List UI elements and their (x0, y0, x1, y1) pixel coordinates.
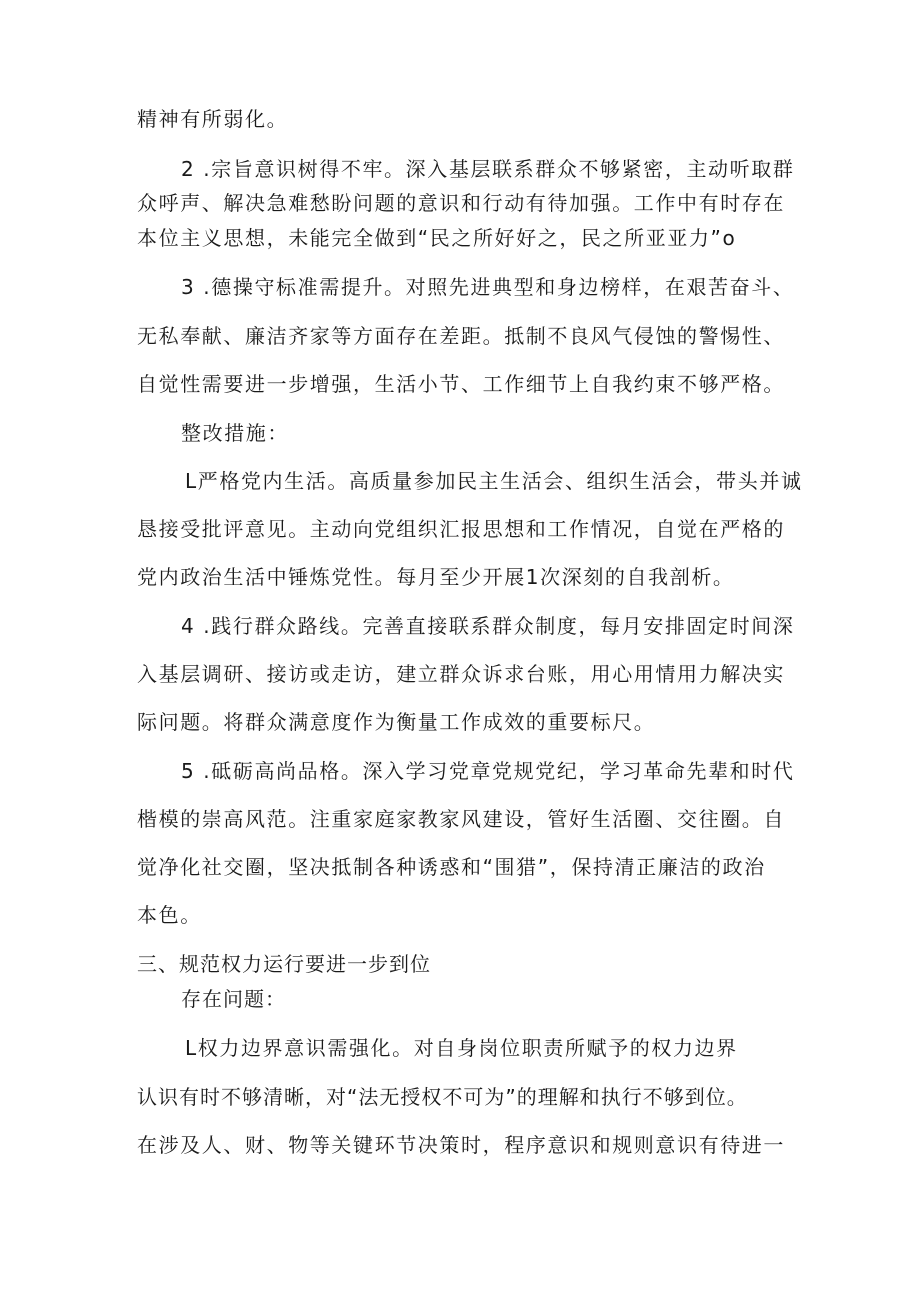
paragraph-line: 5 .砥砺高尚品格。深入学习党章党规党纪，学习革命先辈和时代 (181, 759, 795, 783)
paragraph-line: 众呼声、解决急难愁盼问题的意识和行动有待加强。工作中有时存在 (137, 191, 785, 215)
paragraph-line: 2 .宗旨意识树得不牢。深入基层联系群众不够紧密，主动听取群 (181, 157, 795, 181)
paragraph-line: L权力边界意识需强化。对自身岗位职责所赋予的权力边界 (185, 1036, 738, 1060)
paragraph-line: 觉净化社交圈，坚决抵制各种诱惑和“围猎”，保持清正廉洁的政治 (137, 855, 766, 879)
section-heading: 整改措施： (181, 421, 289, 445)
paragraph-line: 本色。 (137, 903, 202, 927)
paragraph-line: 认识有时不够清晰，对“法无授权不可为”的理解和执行不够到位。 (137, 1085, 748, 1109)
section-heading: 三、规范权力运行要进一步到位 (137, 952, 431, 976)
subsection-heading: 存在问题： (181, 987, 286, 1011)
paragraph-line: 无私奉献、廉洁齐家等方面存在差距。抵制不良风气侵蚀的警惕性、 (137, 324, 785, 348)
paragraph-line: L严格党内生活。高质量参加民主生活会、组织生活会，带头并诚 (185, 469, 803, 493)
paragraph-line: 党内政治生活中锤炼党性。每月至少开展1次深刻的自我剖析。 (137, 565, 735, 589)
paragraph-line: 楷模的崇高风范。注重家庭家教家风建设，管好生活圈、交往圈。自 (137, 807, 785, 831)
paragraph-line: 际问题。将群众满意度作为衡量工作成效的重要标尺。 (137, 710, 656, 734)
paragraph-line: 本位主义思想，未能完全做到“民之所好好之，民之所亚亚力”o (137, 226, 737, 250)
paragraph-line: 3 .德操守标准需提升。对照先进典型和身边榜样，在艰苦奋斗、 (181, 275, 795, 299)
paragraph-line: 恳接受批评意见。主动向党组织汇报思想和工作情况，自觉在严格的 (137, 517, 785, 541)
paragraph-line: 精神有所弱化。 (137, 107, 289, 131)
paragraph-line: 入基层调研、接访或走访，建立群众诉求台账，用心用情用力解决实 (137, 662, 785, 686)
paragraph-line: 在涉及人、财、物等关键环节决策时，程序意识和规则意识有待进一 (137, 1133, 785, 1157)
paragraph-line: 自觉性需要进一步增强，生活小节、工作细节上自我约束不够严格。 (137, 372, 785, 396)
paragraph-line: 4 .践行群众路线。完善直接联系群众制度，每月安排固定时间深 (181, 614, 795, 638)
